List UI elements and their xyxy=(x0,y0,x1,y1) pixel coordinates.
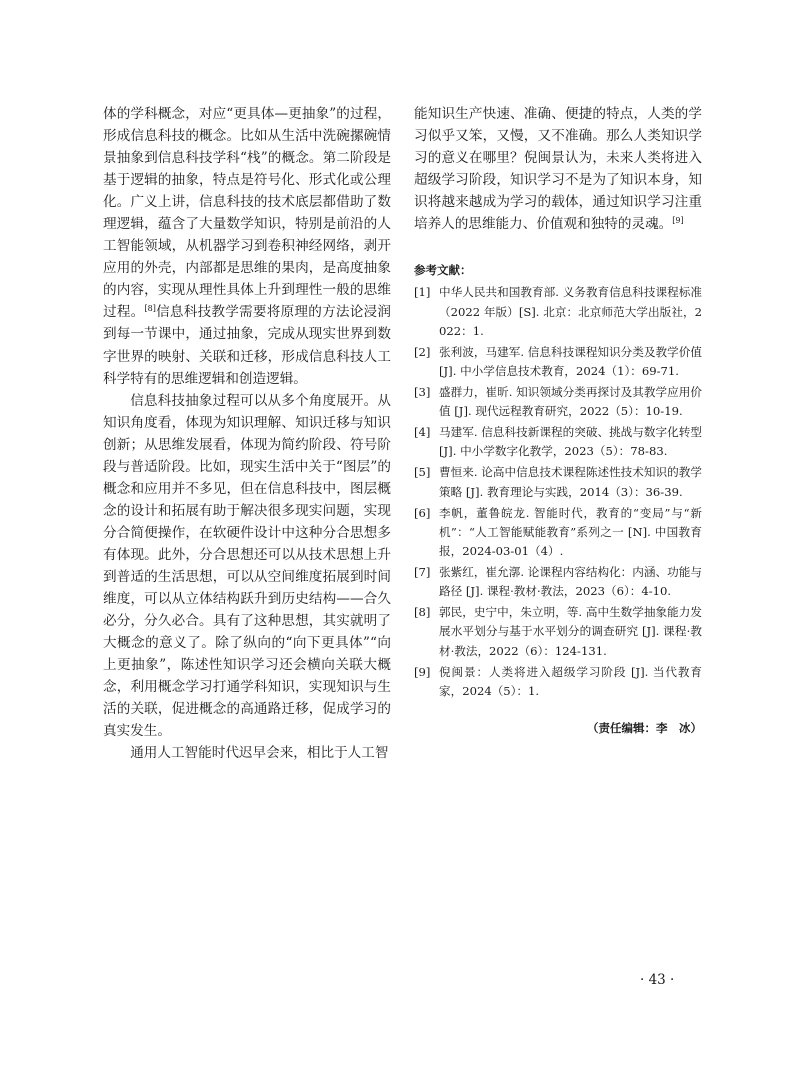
reference-item xyxy=(414,423,702,462)
reference-text: 张利波，马建军. 信息科技课程知识分类及教学价值 [J]. 中小学信息技术教育，2024（1）：69-71. xyxy=(439,344,702,379)
reference-text: 中华人民共和国教育部. 义务教育信息科技课程标准（2022 年版）[S]. 北京：北京师范大学出版社，2022：1. xyxy=(439,285,702,338)
reference-text: 曹恒来. 论高中信息技术课程陈述性技术知识的教学策略 [J]. 教育理论与实践，2014（3）：36-39. xyxy=(439,465,702,499)
reference-text: 倪闽景：人类将进入超级学习阶段 [J]. 当代教育家，2024（5）：1. xyxy=(439,664,702,698)
reference-item xyxy=(414,663,702,702)
reference-item xyxy=(414,383,702,422)
reference-text: 盛群力，崔昕. 知识领域分类再探讨及其教学应用价值 [J]. 现代远程教育研究，2022（5）：10-19. xyxy=(439,384,702,419)
citation-8: [8] xyxy=(144,304,156,314)
reference-number: [8] xyxy=(414,605,431,620)
reference-number: [5] xyxy=(414,465,431,480)
responsible-editor: （责任编辑：李 冰） xyxy=(587,721,702,736)
body-paragraph-1: 体的学科概念，对应“更具体—更抽象”的过程，形成信息科技的概念。比如从生活中洗碗摞碗情景抽象到信息科技学科“栈”的概念。第二阶段是基于逻辑的抽象，特点是符号化、形式化或公理化。广义上讲，信息科技的技术底层都借助了数理逻辑，蕴含了大量数学知识，特别是前沿的人工智能领域，从机器学习到卷积神经网络，剥开应用的外壳，内部都是思维的果肉，是高度抽象的内容，实现从理性具体上升到理性一般的思维过程。[8]信息科技教学需要将原理的方法论浸润到每一节课中，通过抽象，完成从现实世界到数字世界的映射、关联和迁移，形成信息科技人工科学特有的思维逻辑和创造逻辑。 xyxy=(103,106,392,387)
reference-item xyxy=(414,283,702,341)
right-column xyxy=(414,103,702,736)
reference-number: [6] xyxy=(414,505,431,520)
reference-number: [4] xyxy=(414,425,431,440)
references-list xyxy=(414,283,702,701)
reference-text: 张紫红，崔允漷. 论课程内容结构化：内涵、功能与路径 [J]. 课程·教材·教法，2023（6）：4-10. xyxy=(439,565,702,599)
body-paragraph-2: 信息科技抽象过程可以从多个角度展开。从知识角度看，体现为知识理解、知识迁移与知识创新；从思维发展看，体现为简约阶段、符号阶段与普适阶段。比如，现实生活中关于“图层”的概念和应用并不多见，但在信息科技中，图层概念的设计和拓展有助于解决很多现实问题，实现分合简便操作，在软硬件设计中这种分合思想多有体现。此外，分合思想还可以从技术思想上升到普适的生活思想，可以从空间维度拓展到时间维度，可以从立体结构跃升到历史结构——合久必分，分久必合。具有了这种思想，其实就明了大概念的意义了。除了纵向的“向下更具体”“向上更抽象”，陈述性知识学习还会横向关联大概念，利用概念学习打通学科知识，实现知识与生活的关联，促进概念的高通路迁移，促成学习的真实发生。 xyxy=(103,392,391,740)
reference-item xyxy=(414,504,702,562)
citation-9: [9] xyxy=(672,216,684,226)
body-paragraph-3: 通用人工智能时代迟早会来，相比于人工智 xyxy=(130,745,389,762)
page-number: · 43 · xyxy=(640,972,675,988)
reference-number: [1] xyxy=(414,285,431,300)
reference-text: 郭民，史宁中，朱立明，等. 高中生数学抽象能力发展水平划分与基于水平划分的调查研究 [J]. 课程·教材·教法，2022（6）：124-131. xyxy=(439,605,702,658)
reference-item xyxy=(414,603,702,661)
reference-item xyxy=(414,563,702,602)
reference-number: [2] xyxy=(414,344,431,359)
reference-text: 马建军. 信息科技新课程的突破、挑战与数字化转型 [J]. 中小学数字化教学，2023（5）：78-83. xyxy=(439,425,702,459)
reference-item xyxy=(414,343,702,382)
reference-number: [9] xyxy=(414,664,431,679)
reference-text: 李帆，董鲁皖龙. 智能时代，教育的“变局”与“新机”：“人工智能赋能教育”系列之一 [N]. 中国教育报，2024-03-01（4）. xyxy=(439,505,702,559)
references-heading: 参考文献： xyxy=(414,263,472,278)
left-column xyxy=(103,103,391,764)
reference-item xyxy=(414,463,702,502)
body-paragraph-4: 能知识生产快速、准确、便捷的特点，人类的学习似乎又笨，又慢，又不准确。那么人类知识学习的意义在哪里？倪闽景认为，未来人类将进入超级学习阶段，知识学习不是为了知识本身，知识将越来越成为学习的载体，通过知识学习注重培养人的思维能力、价值观和独特的灵魂。[9] xyxy=(414,106,702,233)
reference-number: [7] xyxy=(414,565,431,579)
reference-number: [3] xyxy=(414,384,431,399)
